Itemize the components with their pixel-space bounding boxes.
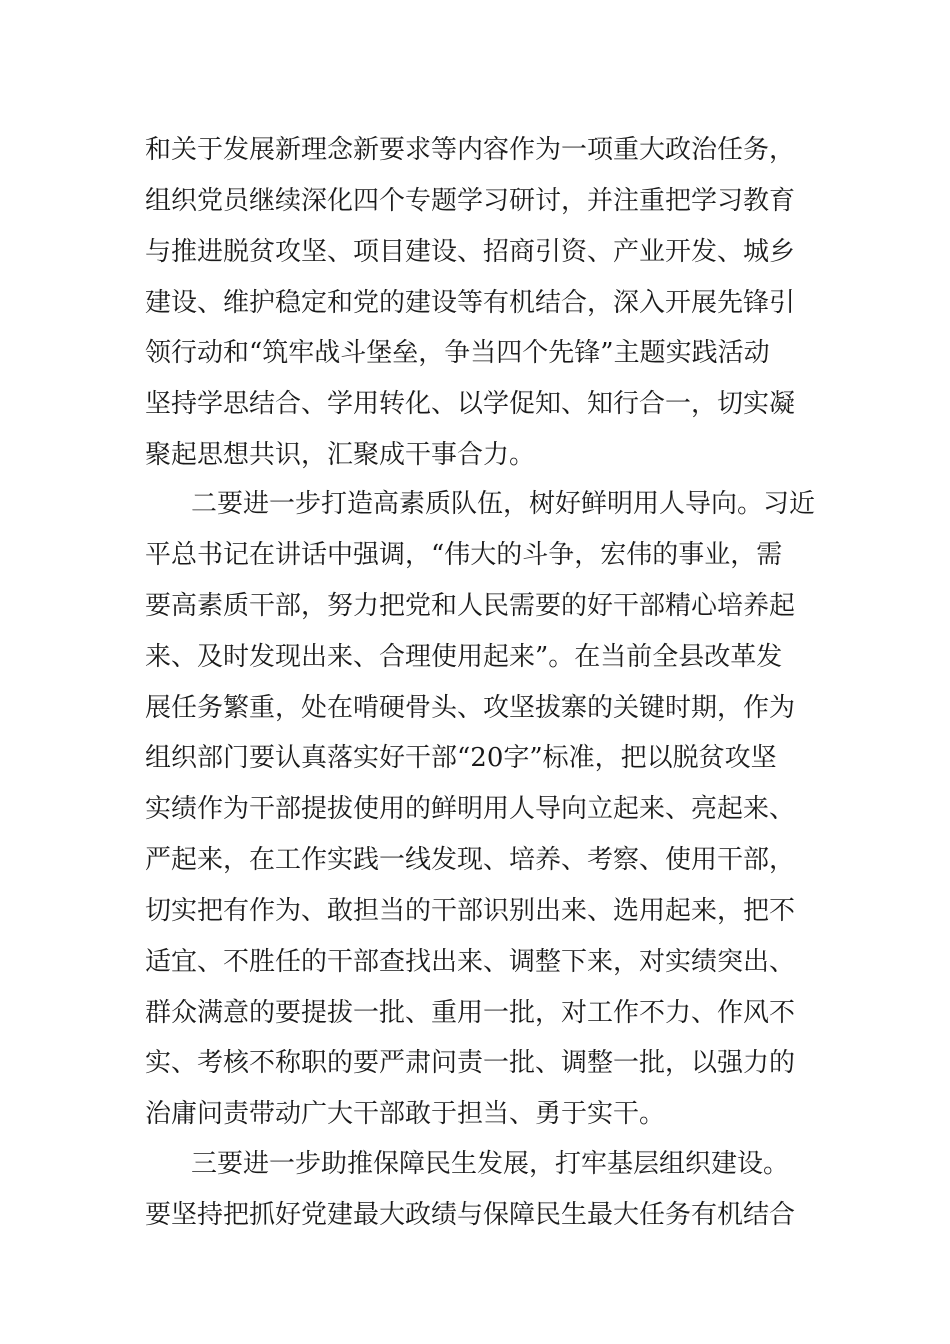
text-line: 严起来，在工作实践一线发现、培养、考察、使用干部，	[145, 845, 796, 875]
paragraph-first-line: 二要进一步打造高素质队伍，树好鲜明用人导向。习近	[191, 489, 816, 519]
text-line: 展任务繁重，处在啃硬骨头、攻坚拔寨的关键时期，作为	[145, 693, 796, 723]
text-line: 实、考核不称职的要严肃问责一批、调整一批，以强力的	[145, 1048, 796, 1078]
text-line: 平总书记在讲话中强调，“伟大的斗争，宏伟的事业，需	[145, 540, 783, 570]
text-line: 与推进脱贫攻坚、项目建设、招商引资、产业开发、城乡	[145, 237, 796, 267]
text-line: 要高素质干部，努力把党和人民需要的好干部精心培养起	[145, 591, 796, 621]
text-line: 要坚持把抓好党建最大政绩与保障民生最大任务有机结合	[145, 1200, 796, 1230]
text-line: 建设、维护稳定和党的建设等有机结合，深入开展先锋引	[145, 288, 796, 318]
text-line: 聚起思想共识，汇聚成干事合力。	[145, 440, 536, 470]
text-line: 实绩作为干部提拔使用的鲜明用人导向立起来、亮起来、	[145, 794, 796, 824]
text-line: 切实把有作为、敢担当的干部识别出来、选用起来，把不	[145, 896, 796, 926]
text-line: 组织党员继续深化四个专题学习研讨，并注重把学习教育	[145, 186, 796, 216]
text-line: 和关于发展新理念新要求等内容作为一项重大政治任务，	[145, 135, 796, 165]
text-line: 来、及时发现出来、合理使用起来”。在当前全县改革发	[145, 642, 783, 672]
text-line: 适宜、不胜任的干部查找出来、调整下来，对实绩突出、	[145, 947, 796, 977]
text-line: 治庸问责带动广大干部敢于担当、勇于实干。	[145, 1099, 666, 1129]
text-line: 领行动和“筑牢战斗堡垒，争当四个先锋”主题实践活动	[145, 338, 770, 368]
text-line: 群众满意的要提拔一批、重用一批，对工作不力、作风不	[145, 998, 796, 1028]
text-line: 坚持学思结合、学用转化、以学促知、知行合一，切实凝	[145, 389, 796, 419]
paragraph-first-line: 三要进一步助推保障民生发展，打牢基层组织建设。	[191, 1149, 790, 1179]
text-line: 组织部门要认真落实好干部“20字”标准，把以脱贫攻坚	[145, 743, 777, 773]
